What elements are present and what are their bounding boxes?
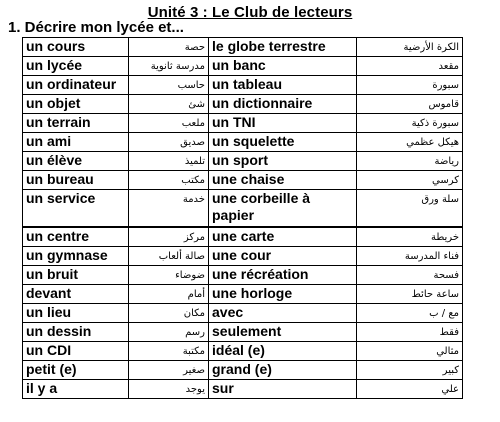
vocabulary-table-body	[23, 38, 463, 399]
arabic-translation-right: الكرة الأرضية	[357, 38, 463, 57]
vocabulary-row	[23, 266, 463, 285]
french-term-right: sur	[209, 380, 357, 399]
french-term-left: un terrain	[23, 114, 129, 133]
french-term-right: une chaise	[209, 171, 357, 190]
french-term-right: avec	[209, 304, 357, 323]
french-term-right: une carte	[209, 227, 357, 247]
arabic-translation-right: مثالي	[357, 342, 463, 361]
arabic-translation-left: صديق	[129, 133, 209, 152]
arabic-translation-left: مكتبة	[129, 342, 209, 361]
arabic-translation-right: كبير	[357, 361, 463, 380]
vocabulary-row	[23, 190, 463, 228]
arabic-translation-left: مكتب	[129, 171, 209, 190]
french-term-right: un sport	[209, 152, 357, 171]
arabic-translation-left: خدمة	[129, 190, 209, 228]
vocabulary-row	[23, 114, 463, 133]
arabic-translation-right: كرسي	[357, 171, 463, 190]
arabic-translation-left: مركز	[129, 227, 209, 247]
french-term-left: un ordinateur	[23, 76, 129, 95]
french-term-right: un tableau	[209, 76, 357, 95]
french-term-right: une cour	[209, 247, 357, 266]
french-term-right: seulement	[209, 323, 357, 342]
arabic-translation-left: رسم	[129, 323, 209, 342]
arabic-translation-left: مدرسة ثانوية	[129, 57, 209, 76]
arabic-translation-right: علي	[357, 380, 463, 399]
french-term-right: une horloge	[209, 285, 357, 304]
vocabulary-row	[23, 152, 463, 171]
vocabulary-row	[23, 133, 463, 152]
french-term-left: un lieu	[23, 304, 129, 323]
french-term-left: un cours	[23, 38, 129, 57]
vocabulary-row	[23, 227, 463, 247]
arabic-translation-right: فناء المدرسة	[357, 247, 463, 266]
french-term-left: un dessin	[23, 323, 129, 342]
french-term-right: un TNI	[209, 114, 357, 133]
arabic-translation-right: خريطة	[357, 227, 463, 247]
vocabulary-row	[23, 285, 463, 304]
french-term-left: un service	[23, 190, 129, 228]
arabic-translation-right: سلة ورق	[357, 190, 463, 228]
arabic-translation-right: سبورة	[357, 76, 463, 95]
arabic-translation-left: ضوضاء	[129, 266, 209, 285]
section-heading: 1. Décrire mon lycée et...	[8, 19, 184, 36]
arabic-translation-right: سبورة ذكية	[357, 114, 463, 133]
vocabulary-row	[23, 171, 463, 190]
arabic-translation-left: تلميذ	[129, 152, 209, 171]
next-section-heading-cropped	[6, 414, 476, 422]
arabic-translation-right: مقعد	[357, 57, 463, 76]
unit-title: Unité 3 : Le Club de lecteurs	[147, 4, 353, 21]
arabic-translation-right: ساعة حائط	[357, 285, 463, 304]
arabic-translation-left: صغير	[129, 361, 209, 380]
french-term-right: idéal (e)	[209, 342, 357, 361]
vocabulary-row	[23, 57, 463, 76]
vocabulary-row	[23, 304, 463, 323]
vocabulary-row	[23, 247, 463, 266]
arabic-translation-right: رياضة	[357, 152, 463, 171]
arabic-translation-left: حاسب	[129, 76, 209, 95]
french-term-left: un bruit	[23, 266, 129, 285]
french-term-right: grand (e)	[209, 361, 357, 380]
vocabulary-row	[23, 95, 463, 114]
arabic-translation-right: هيكل عظمي	[357, 133, 463, 152]
arabic-translation-left: شئ	[129, 95, 209, 114]
vocabulary-row	[23, 342, 463, 361]
french-term-left: un gymnase	[23, 247, 129, 266]
french-term-left: un objet	[23, 95, 129, 114]
arabic-translation-right: فسحة	[357, 266, 463, 285]
arabic-translation-left: صالة ألعاب	[129, 247, 209, 266]
arabic-translation-left: حصة	[129, 38, 209, 57]
french-term-right: une récréation	[209, 266, 357, 285]
arabic-translation-left: ملعب	[129, 114, 209, 133]
arabic-translation-right: مع / ب	[357, 304, 463, 323]
french-term-left: un centre	[23, 227, 129, 247]
french-term-left: un lycée	[23, 57, 129, 76]
french-term-left: devant	[23, 285, 129, 304]
french-term-left: un CDI	[23, 342, 129, 361]
french-term-left: un bureau	[23, 171, 129, 190]
vocabulary-table	[22, 37, 463, 399]
vocabulary-row	[23, 323, 463, 342]
french-term-right: un squelette	[209, 133, 357, 152]
arabic-translation-right: قاموس	[357, 95, 463, 114]
french-term-left: petit (e)	[23, 361, 129, 380]
vocabulary-row	[23, 380, 463, 399]
vocabulary-row	[23, 38, 463, 57]
french-term-right: une corbeille à papier	[209, 190, 357, 228]
french-term-left: il y a	[23, 380, 129, 399]
french-term-right: un banc	[209, 57, 357, 76]
vocabulary-row	[23, 76, 463, 95]
arabic-translation-left: أمام	[129, 285, 209, 304]
french-term-left: un élève	[23, 152, 129, 171]
french-term-right: le globe terrestre	[209, 38, 357, 57]
arabic-translation-right: فقط	[357, 323, 463, 342]
french-term-right: un dictionnaire	[209, 95, 357, 114]
vocabulary-row	[23, 361, 463, 380]
arabic-translation-left: مكان	[129, 304, 209, 323]
french-term-left: un ami	[23, 133, 129, 152]
arabic-translation-left: يوجد	[129, 380, 209, 399]
